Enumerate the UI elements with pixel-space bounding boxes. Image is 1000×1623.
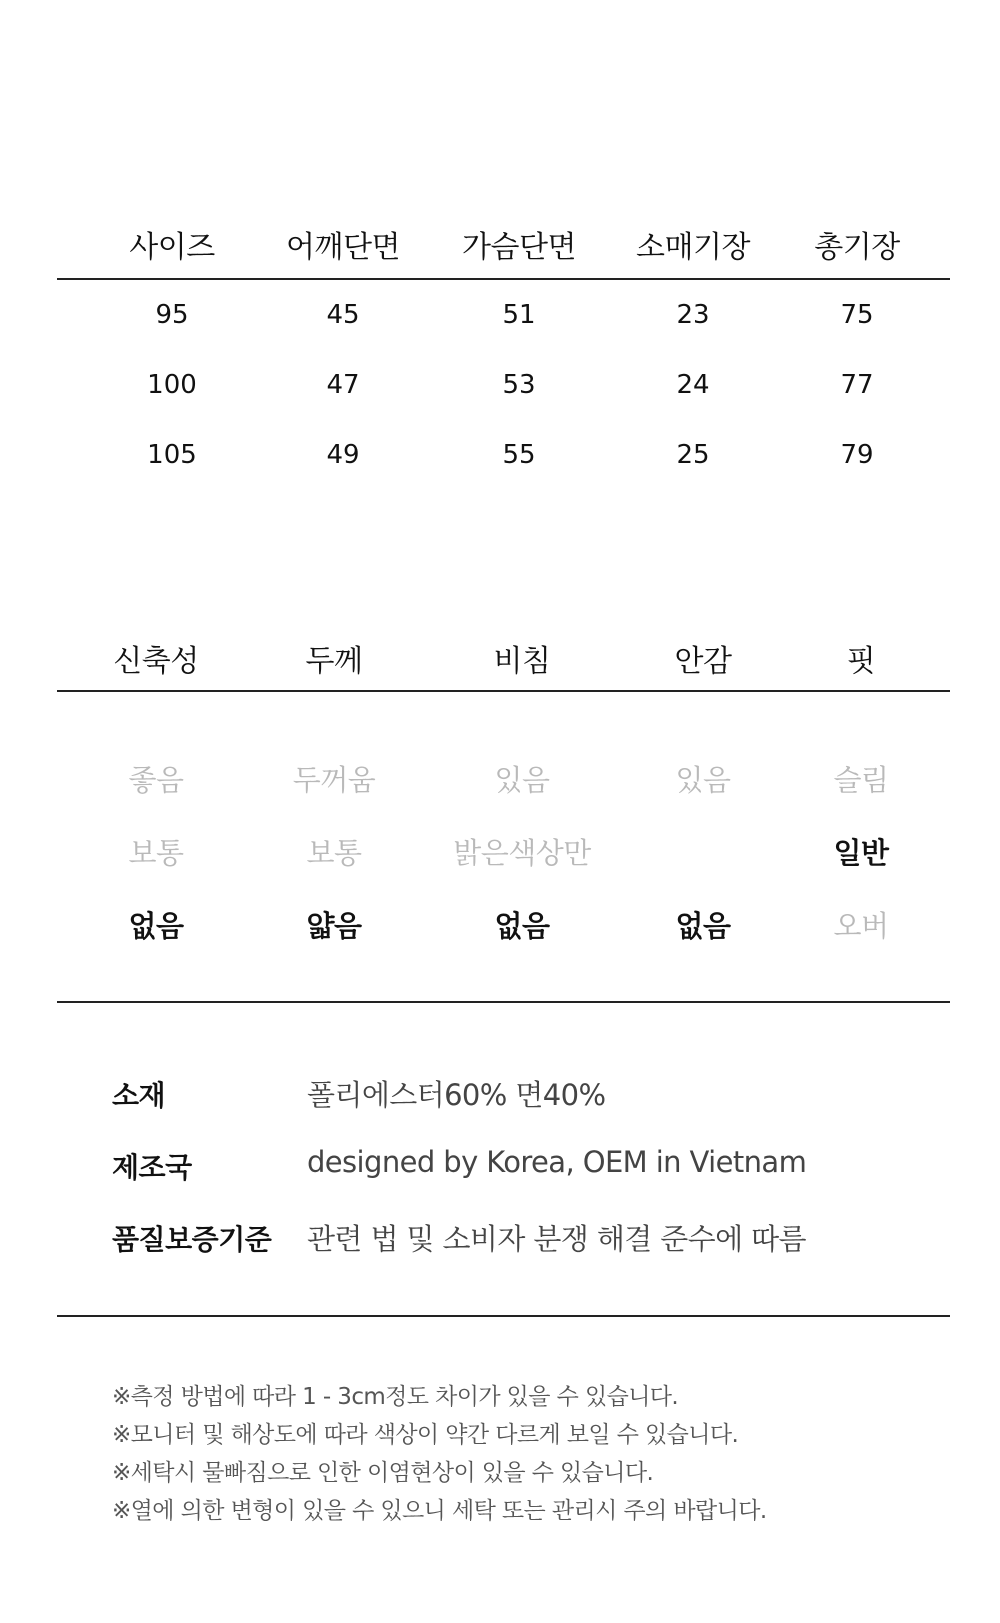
sleeve-length-header: 소매기장: [636, 230, 750, 265]
origin-value: designed by Korea, OEM in Vietnam: [307, 1145, 807, 1179]
shoulder-cell: 45: [326, 300, 360, 330]
length-cell: 79: [840, 440, 874, 470]
sheerness-option: 있음: [494, 763, 550, 797]
sleeve-cell: 24: [676, 370, 710, 400]
chest-width-header: 가슴단면: [462, 230, 576, 265]
fit-option: 슬림: [833, 763, 889, 797]
origin-label: 제조국: [112, 1151, 192, 1184]
elasticity-option: 보통: [128, 836, 184, 870]
note-line: ※세탁시 물빠짐으로 인한 이염현상이 있을 수 있습니다.: [112, 1460, 654, 1486]
material-value: 폴리에스터60% 면40%: [307, 1078, 606, 1112]
shoulder-cell: 47: [326, 370, 360, 400]
sheerness-option-selected: 없음: [494, 909, 550, 943]
thickness-header: 두께: [305, 644, 363, 679]
thickness-option: 두꺼움: [292, 763, 376, 797]
elasticity-option: 좋음: [128, 763, 184, 797]
quality-standard-value: 관련 법 및 소비자 분쟁 해결 준수에 따름: [307, 1222, 806, 1256]
section-divider: [57, 1315, 950, 1317]
shoulder-width-header: 어깨단면: [286, 230, 400, 265]
lining-option: 있음: [675, 763, 731, 797]
size-header: 사이즈: [129, 230, 215, 265]
size-cell: 105: [147, 440, 197, 470]
sheerness-option: 밝은색상만: [453, 836, 591, 870]
size-table-divider: [57, 278, 950, 280]
chest-cell: 51: [502, 300, 536, 330]
quality-standard-label: 품질보증기준: [112, 1223, 272, 1256]
size-cell: 95: [155, 300, 189, 330]
note-line: ※모니터 및 해상도에 따라 색상이 약간 다르게 보일 수 있습니다.: [112, 1422, 739, 1448]
size-cell: 100: [147, 370, 197, 400]
length-cell: 77: [840, 370, 874, 400]
sleeve-cell: 23: [676, 300, 710, 330]
note-line: ※열에 의한 변형이 있을 수 있으니 세탁 또는 관리시 주의 바랍니다.: [112, 1498, 767, 1524]
feature-table-divider: [57, 690, 950, 692]
length-cell: 75: [840, 300, 874, 330]
fit-header: 핏: [846, 644, 876, 679]
total-length-header: 총기장: [814, 230, 900, 265]
chest-cell: 55: [502, 440, 536, 470]
elasticity-header: 신축성: [113, 644, 199, 679]
fit-option-selected: 일반: [833, 836, 889, 870]
shoulder-cell: 49: [326, 440, 360, 470]
lining-header: 안감: [674, 644, 732, 679]
material-label: 소재: [112, 1079, 166, 1112]
chest-cell: 53: [502, 370, 536, 400]
note-line: ※측정 방법에 따라 1 - 3cm정도 차이가 있을 수 있습니다.: [112, 1384, 679, 1410]
fit-option: 오버: [833, 909, 889, 943]
thickness-option: 보통: [306, 836, 362, 870]
elasticity-option-selected: 없음: [128, 909, 184, 943]
lining-option-selected: 없음: [675, 909, 731, 943]
section-divider: [57, 1001, 950, 1003]
sleeve-cell: 25: [676, 440, 710, 470]
thickness-option-selected: 얇음: [306, 909, 362, 943]
sheerness-header: 비침: [493, 644, 551, 679]
